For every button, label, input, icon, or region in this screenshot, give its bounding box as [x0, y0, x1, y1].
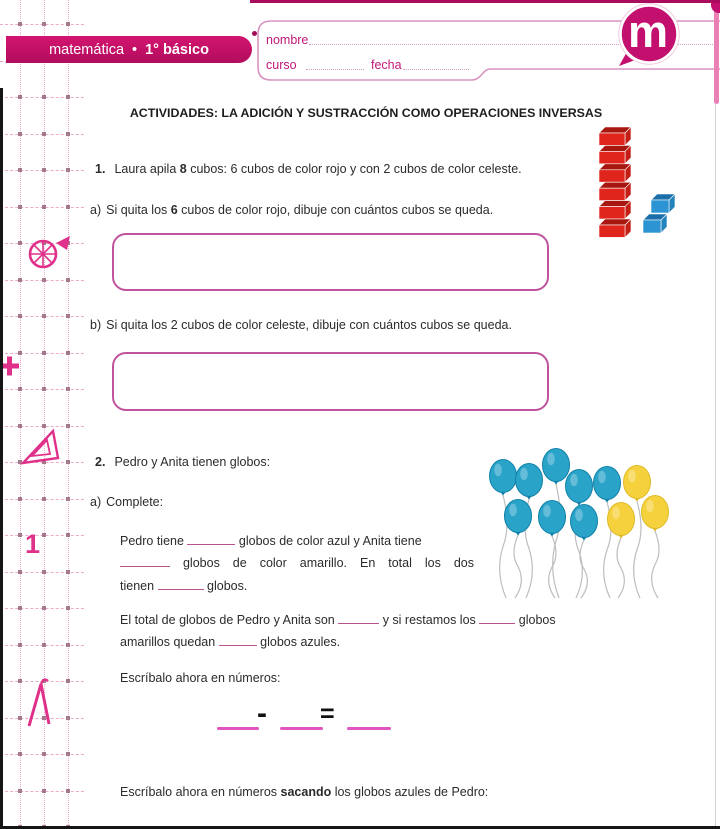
balloon-body [624, 466, 651, 499]
fill1-line3 [120, 575, 474, 597]
grid-square [66, 314, 70, 318]
exercise2-intro-text: Pedro y Anita tienen globos: [114, 455, 271, 469]
item-a-label: a) [90, 203, 102, 217]
balloon-body [594, 467, 621, 500]
grid-square [18, 314, 22, 318]
equals-sign: = [320, 700, 335, 728]
exercise1-intro-bold: 8 [179, 162, 187, 176]
brand-logo-letter: m [627, 6, 668, 57]
banner-subject: matemática [49, 41, 125, 58]
balloons-figure [478, 446, 690, 611]
yellow-balloon [608, 503, 635, 599]
item-b-text: Si quita los 2 cubos de color celeste, dibuje con cuántos cubos se queda. [106, 318, 512, 332]
grid-square [18, 606, 22, 610]
equation-blank-1 [217, 727, 259, 730]
grid-square [18, 241, 22, 245]
grid-square [42, 22, 46, 26]
cube-front-face [599, 207, 625, 219]
grid-square [66, 570, 70, 574]
fill2-l1a: El total de globos de Pedro y Anita son [120, 613, 335, 627]
top-right-pink-strip [714, 0, 719, 104]
fill2-line1 [120, 610, 660, 632]
grid-square [42, 132, 46, 136]
light-blue-cubes-figure [641, 193, 681, 237]
grid-square [42, 789, 46, 793]
fill2-l2a: amarillos quedan [120, 634, 216, 649]
fill2-line2 [120, 632, 660, 654]
grid-vline [20, 0, 21, 829]
curso-write-line [306, 69, 364, 70]
grid-square [18, 643, 22, 647]
grid-square [18, 533, 22, 537]
blue-balloon [539, 501, 566, 599]
grid-square [66, 387, 70, 391]
cube-front-face [651, 200, 669, 213]
grid-square [42, 752, 46, 756]
balloon-body [571, 505, 598, 538]
balloon-string [617, 538, 624, 598]
grid-square [66, 460, 70, 464]
red-cubes-figure [597, 125, 637, 238]
banner-separator: • [132, 41, 138, 58]
blank-line [187, 532, 235, 545]
balloon-body [566, 470, 593, 503]
fill2-l2b: globos azules. [260, 634, 341, 649]
item-a-bold: 6 [170, 203, 178, 217]
grid-square [42, 497, 46, 501]
balloon-highlight [509, 504, 517, 516]
worksheet-title: ACTIVIDADES: LA ADICIÓN Y SUSTRACCIÓN COMO OPERACIONES INVERSAS [129, 106, 603, 120]
equation-blank-3 [347, 727, 391, 730]
balloon-string [580, 540, 587, 598]
grid-square [66, 168, 70, 172]
cube-front-face [643, 220, 661, 233]
fill1-l1a: Pedro tiene [120, 534, 184, 548]
fill1-line2 [120, 552, 474, 574]
cube-front-face [599, 151, 625, 163]
exercise1-intro-text: Laura apila [114, 162, 180, 176]
banner-grade: 1° básico [145, 41, 209, 58]
nombre-label: nombre [266, 33, 309, 47]
balloon-highlight [612, 507, 620, 519]
balloon-highlight [570, 474, 578, 486]
curso-label: curso [266, 58, 297, 72]
write2-bold: sacando [280, 785, 332, 799]
balloon-body [642, 496, 669, 529]
balloon-body [543, 449, 570, 482]
balloon-body [608, 503, 635, 536]
item-a-rest: cubos de color rojo, dibuje con cuántos cubos se queda. [177, 203, 494, 217]
cube-front-face [599, 133, 625, 145]
fill2-l1b: y si restamos los [382, 613, 476, 627]
balloon-body [539, 501, 566, 534]
grid-square [18, 132, 22, 136]
grid-square [66, 132, 70, 136]
fill2-l1c: globos [518, 613, 556, 627]
balloon-highlight [494, 464, 502, 476]
grid-square [42, 643, 46, 647]
balloon-body [505, 500, 532, 533]
equation-blank-2 [280, 727, 323, 730]
grid-square [66, 424, 70, 428]
grid-vline [68, 0, 69, 829]
fill1-l3a: tienen [120, 578, 155, 593]
item-a-text: Si quita los [106, 203, 171, 217]
grid-square [18, 387, 22, 391]
drawing-box-a [112, 233, 549, 291]
balloon-body [490, 460, 517, 493]
cube-front-face [599, 170, 625, 182]
exercise1-intro-rest: cubos: 6 cubos de color rojo y con 2 cubos de color celeste. [186, 162, 522, 176]
grid-square [66, 752, 70, 756]
citrus-slice-icon [26, 230, 72, 276]
grid-square [66, 643, 70, 647]
blank-line [479, 611, 515, 624]
grid-square [42, 205, 46, 209]
compass-icon [24, 676, 56, 728]
balloon-highlight [628, 470, 636, 482]
grid-square [66, 716, 70, 720]
exercise1-intro [95, 162, 522, 176]
fill-paragraph-2 [120, 610, 660, 653]
exercise1-item-b [90, 318, 512, 332]
grid-square [18, 351, 22, 355]
grid-square [66, 789, 70, 793]
grid-square [18, 789, 22, 793]
balloon-highlight [598, 471, 606, 483]
grid-square [18, 168, 22, 172]
blank-line [338, 611, 379, 624]
left-page-border [0, 88, 3, 829]
balloon-highlight [646, 500, 654, 512]
exercise2-number: 2. [95, 455, 106, 469]
grid-square [42, 606, 46, 610]
grid-square [18, 570, 22, 574]
yellow-balloon [642, 496, 669, 599]
balloon-highlight [575, 509, 583, 521]
grid-square [66, 278, 70, 282]
plus-icon [0, 356, 20, 376]
grid-square [66, 679, 70, 683]
write-numbers-label: Escríbalo ahora en números: [120, 671, 281, 685]
blank-line [219, 633, 257, 646]
blue-balloon [571, 505, 598, 599]
blank-line [158, 577, 204, 590]
balloon-string [514, 535, 521, 598]
grid-square [42, 533, 46, 537]
grid-square [18, 497, 22, 501]
set-square-icon [20, 428, 62, 470]
balloon-highlight [520, 468, 528, 480]
minus-sign: - [257, 697, 267, 730]
exercise1-number: 1. [95, 162, 106, 176]
fill-paragraph-1 [120, 530, 474, 597]
grid-square [66, 497, 70, 501]
write-numbers2-label [120, 785, 488, 799]
blank-line [120, 554, 170, 567]
complete-text: Complete: [106, 495, 164, 509]
grid-square [66, 205, 70, 209]
fecha-label: fecha [371, 58, 402, 72]
grid-square [66, 351, 70, 355]
grid-square [42, 95, 46, 99]
balloon-body [516, 464, 543, 497]
top-magenta-edge [250, 0, 720, 3]
right-page-edge [715, 104, 717, 826]
grid-square [66, 22, 70, 26]
grid-square [42, 278, 46, 282]
grid-square [42, 168, 46, 172]
exercise2-intro [95, 455, 270, 469]
fecha-write-line [403, 69, 469, 70]
grid-square [66, 95, 70, 99]
grid-square [18, 22, 22, 26]
grid-square [18, 95, 22, 99]
exercise2-item-a [90, 495, 163, 509]
grid-square [18, 716, 22, 720]
grid-square [18, 752, 22, 756]
grid-square [42, 387, 46, 391]
balloon-string [652, 531, 659, 598]
write2-post: los globos azules de Pedro: [331, 785, 489, 799]
fill1-l2b: globos de color amarillo. En total los dos [182, 556, 474, 571]
grid-square [18, 205, 22, 209]
write2-pre: Escríbalo ahora en números [120, 785, 281, 799]
fill1-l3b: globos. [207, 578, 248, 593]
grid-square [18, 278, 22, 282]
balloon-highlight [543, 505, 551, 517]
grid-square [18, 679, 22, 683]
balloon-highlight [547, 453, 555, 465]
grid-square [18, 424, 22, 428]
cube-front-face [599, 188, 625, 200]
drawing-box-b [112, 352, 549, 411]
balloon-string [549, 536, 556, 598]
grid-square [42, 314, 46, 318]
grid-square [66, 533, 70, 537]
complete-label: a) [90, 495, 102, 509]
fill1-line1 [120, 530, 474, 552]
item-b-label: b) [90, 318, 102, 332]
subject-banner [6, 36, 252, 63]
grid-square [42, 424, 46, 428]
sidebar-number-one: 1 [25, 529, 41, 559]
grid-square [66, 606, 70, 610]
grid-square [42, 351, 46, 355]
balloon-string [634, 501, 641, 598]
exercise1-item-a [90, 203, 493, 217]
blue-balloon [505, 500, 532, 599]
cube-front-face [599, 225, 625, 237]
fill1-l1b: globos de color azul y Anita tiene [238, 534, 422, 548]
grid-square [42, 570, 46, 574]
